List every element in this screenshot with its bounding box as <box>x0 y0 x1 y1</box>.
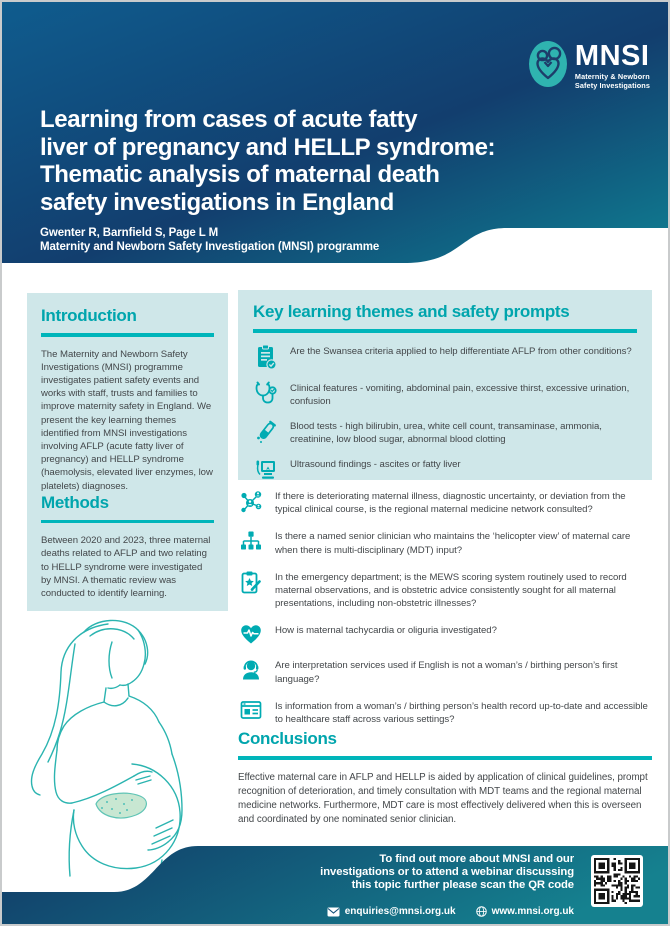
globe-icon <box>476 906 487 917</box>
ultrasound-icon <box>253 457 279 481</box>
question-text: How is maternal tachycardia or oliguria investigated? <box>275 625 497 637</box>
health-record-icon <box>238 699 264 721</box>
footer <box>2 842 670 926</box>
key-themes-list <box>253 344 637 482</box>
mnsi-wordmark: MNSI <box>574 40 650 72</box>
conclusions-heading: Conclusions <box>238 729 337 748</box>
envelope-icon <box>327 907 340 917</box>
title-line: Learning from cases of acute fatty <box>40 106 418 133</box>
question-row <box>238 658 652 685</box>
header <box>2 2 670 264</box>
org-chart-icon <box>238 529 264 553</box>
footer-contact-row <box>327 906 574 917</box>
mnsi-logo-icon <box>528 40 568 88</box>
heading-underline <box>41 333 214 337</box>
email-text: enquiries@mnsi.org.uk <box>344 906 456 917</box>
heart-pulse-icon <box>238 623 264 645</box>
blood-test-icon <box>253 419 279 445</box>
question-text: Are interpretation services used if English is not a woman’s / birthing person’s first language? <box>275 660 618 685</box>
theme-row <box>253 381 637 408</box>
theme-row <box>253 344 637 370</box>
question-text: Is information from a woman’s / birthing person’s health record up-to-date and accessible to healthcare staff across various settings? <box>275 700 648 726</box>
conclusions-text: Effective maternal care in AFLP and HELLP is aided by application of clinical guidelines, prompt recognition of deterioration, and timely consultation with MDT teams and the regional maternal medicine networks. Furthermore, MDT care is most effectively delivered when this is overseen and coordinated by one nominated senior clinician. <box>238 771 648 825</box>
clipboard-star-icon <box>238 570 264 596</box>
theme-text: Ultrasound findings - ascites or fatty liver <box>290 459 461 471</box>
question-row <box>238 699 652 726</box>
question-text: Is there a named senior clinician who maintains the ‘helicopter view’ of maternal care when there is multi-disciplinary (MDT) input? <box>275 531 631 556</box>
email-link[interactable] <box>327 906 456 917</box>
qr-code <box>591 855 643 907</box>
programme-name: Maternity and Newborn Safety Investigation (MNSI) programme <box>40 240 380 253</box>
interpreter-icon <box>238 658 264 682</box>
footer-cta-line: investigations or to attend a webinar discussing <box>320 866 574 879</box>
theme-text: Are the Swansea criteria applied to help differentiate AFLP from other conditions? <box>290 345 632 357</box>
author-names: Gwenter R, Barnfield S, Page L M <box>40 227 219 239</box>
footer-cta-line: To find out more about MNSI and our <box>379 853 574 865</box>
question-row <box>238 570 652 611</box>
mnsi-logo-text <box>575 42 650 90</box>
heading-underline <box>253 329 637 333</box>
stethoscope-icon <box>253 381 279 407</box>
conclusions-section <box>238 729 652 827</box>
introduction-text: The Maternity and Newborn Safety Investigations (MNSI) programme investigates patient safety events and works with staff, trusts and families to improve maternity safety in England. We present the key learning themes identified from MNSI investigations involving AFLP (acute fatty liver of pregnancy) and HELLP syndrome (haemolysis, elevated liver enzymes, low platelets) diagnoses. <box>41 348 213 492</box>
heading-underline <box>41 520 214 524</box>
footer-cta-line: this topic further please scan the QR code <box>351 879 574 892</box>
authors-block <box>40 227 379 254</box>
title-line: Thematic analysis of maternal death <box>40 161 440 188</box>
question-text: If there is deteriorating maternal illness, diagnostic uncertainty, or deviation from the typical clinical course, is the regional maternal medicine network consulted? <box>275 491 626 516</box>
title-line: safety investigations in England <box>40 188 394 216</box>
title-line: liver of pregnancy and HELLP syndrome: <box>40 133 496 161</box>
theme-text: Clinical features - vomiting, abdominal pain, excessive thirst, excessive urination, confusion <box>290 382 630 407</box>
theme-row <box>253 457 637 481</box>
mnsi-tagline <box>575 73 650 90</box>
footer-cta-text <box>254 853 574 893</box>
page-title <box>40 106 495 216</box>
clipboard-check-icon <box>253 344 279 370</box>
network-icon <box>238 489 264 515</box>
intro-methods-panel <box>27 293 228 611</box>
methods-text: Between 2020 and 2023, three maternal deaths related to AFLP and two relating to HELLP syndrome were investigated by MNSI. A thematic review was conducted to identify learning. <box>41 535 211 600</box>
introduction-heading: Introduction <box>41 306 137 325</box>
methods-heading: Methods <box>41 492 109 512</box>
heading-underline <box>238 756 652 760</box>
mnsi-tagline-line2: Safety Investigations <box>574 80 650 90</box>
question-row <box>238 529 652 556</box>
theme-text: Blood tests - high bilirubin, urea, white cell count, transaminase, ammonia, creatinine, low blood sugar, abnormal blood clotting <box>290 420 602 446</box>
theme-row <box>253 419 637 446</box>
website-link[interactable] <box>476 906 574 917</box>
key-themes-heading: Key learning themes and safety prompts <box>253 302 570 321</box>
mnsi-tagline-line1: Maternity & Newborn <box>574 72 650 81</box>
question-text: In the emergency department; is the MEWS scoring system routinely used to record maternal observations, and is obstetric advice consistently sought for all maternal presentations, including non-obstetric illnesses? <box>275 571 627 610</box>
question-row <box>238 489 652 516</box>
key-themes-panel <box>238 290 652 480</box>
website-text: www.mnsi.org.uk <box>491 906 574 917</box>
mnsi-logo <box>528 40 650 90</box>
safety-questions-list <box>238 489 652 739</box>
question-row <box>238 623 652 645</box>
